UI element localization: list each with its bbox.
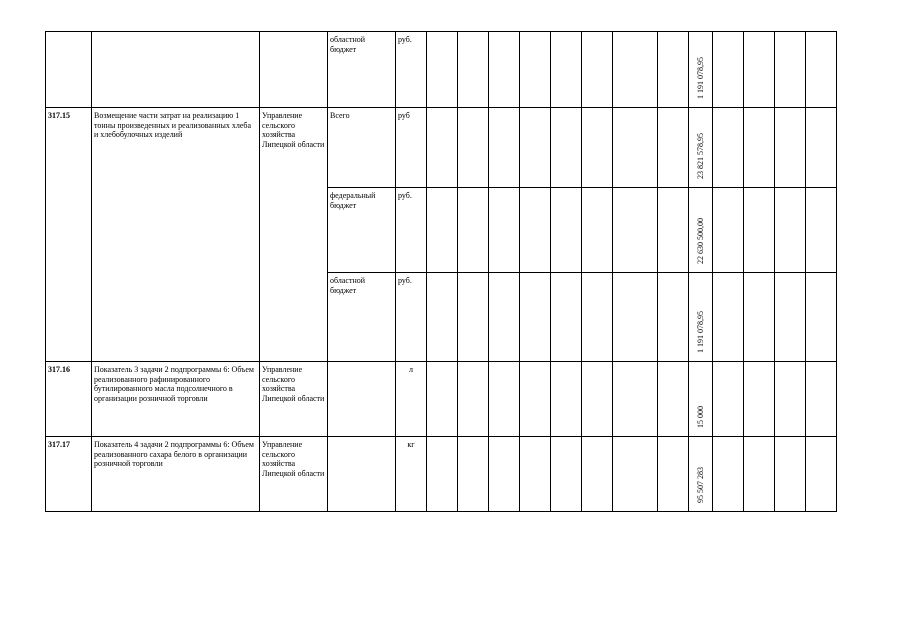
table-row — [46, 362, 837, 437]
value-text: 23 821 578,95 — [695, 132, 705, 179]
table-row — [46, 32, 837, 108]
empty-cell — [613, 273, 658, 362]
funding-source-cell: федеральный бюджет — [328, 188, 396, 273]
empty-cell — [613, 32, 658, 108]
value-text: 1 191 078,95 — [695, 310, 705, 353]
empty-cell — [551, 188, 582, 273]
empty-cell — [713, 437, 744, 512]
empty-cell — [489, 273, 520, 362]
row-number-cell — [46, 32, 92, 108]
empty-cell — [613, 108, 658, 188]
empty-cell — [520, 32, 551, 108]
empty-cell — [744, 437, 775, 512]
value-cell — [689, 108, 713, 188]
empty-cell — [458, 437, 489, 512]
empty-cell — [520, 188, 551, 273]
unit-cell: руб. — [396, 188, 427, 273]
empty-cell — [806, 362, 837, 437]
empty-cell — [658, 32, 689, 108]
funding-source-cell — [328, 437, 396, 512]
budget-table — [45, 31, 837, 512]
row-executor-cell: Управление сельского хозяйства Липецкой области — [260, 437, 328, 512]
empty-cell — [551, 32, 582, 108]
row-name-cell: Показатель 4 задачи 2 подпрограммы 6: Объем реализованного сахара белого в организации розничной торговли — [92, 437, 260, 512]
empty-cell — [713, 188, 744, 273]
empty-cell — [582, 362, 613, 437]
empty-cell — [427, 188, 458, 273]
empty-cell — [582, 108, 613, 188]
empty-cell — [775, 108, 806, 188]
row-number-cell: 317.16 — [46, 362, 92, 437]
empty-cell — [658, 362, 689, 437]
empty-cell — [582, 273, 613, 362]
empty-cell — [582, 188, 613, 273]
row-name-cell — [92, 32, 260, 108]
empty-cell — [551, 362, 582, 437]
empty-cell — [582, 32, 613, 108]
empty-cell — [713, 108, 744, 188]
empty-cell — [458, 188, 489, 273]
value-text: 1 191 078,95 — [695, 56, 705, 99]
row-executor-cell: Управление сельского хозяйства Липецкой области — [260, 362, 328, 437]
empty-cell — [520, 108, 551, 188]
empty-cell — [744, 273, 775, 362]
empty-cell — [775, 188, 806, 273]
empty-cell — [551, 437, 582, 512]
empty-cell — [427, 32, 458, 108]
empty-cell — [489, 362, 520, 437]
empty-cell — [427, 362, 458, 437]
empty-cell — [658, 273, 689, 362]
value-cell — [689, 437, 713, 512]
empty-cell — [744, 188, 775, 273]
empty-cell — [806, 273, 837, 362]
empty-cell — [613, 437, 658, 512]
empty-cell — [744, 108, 775, 188]
value-text: 95 507 283 — [695, 466, 705, 503]
empty-cell — [744, 32, 775, 108]
empty-cell — [520, 362, 551, 437]
unit-cell: руб. — [396, 273, 427, 362]
empty-cell — [427, 437, 458, 512]
table-row — [46, 437, 837, 512]
empty-cell — [613, 362, 658, 437]
empty-cell — [489, 437, 520, 512]
funding-source-cell: областной бюджет — [328, 273, 396, 362]
empty-cell — [489, 32, 520, 108]
empty-cell — [613, 188, 658, 273]
row-executor-cell — [260, 32, 328, 108]
value-text: 15 000 — [695, 405, 705, 428]
empty-cell — [458, 362, 489, 437]
empty-cell — [551, 273, 582, 362]
empty-cell — [775, 32, 806, 108]
empty-cell — [806, 188, 837, 273]
empty-cell — [582, 437, 613, 512]
funding-source-cell: Всего — [328, 108, 396, 188]
empty-cell — [806, 437, 837, 512]
empty-cell — [806, 32, 837, 108]
funding-source-cell: областной бюджет — [328, 32, 396, 108]
empty-cell — [658, 108, 689, 188]
value-cell — [689, 362, 713, 437]
value-cell — [689, 32, 713, 108]
empty-cell — [520, 273, 551, 362]
empty-cell — [458, 32, 489, 108]
empty-cell — [489, 188, 520, 273]
row-executor-cell: Управление сельского хозяйства Липецкой области — [260, 108, 328, 362]
value-cell — [689, 273, 713, 362]
row-number-cell: 317.17 — [46, 437, 92, 512]
row-number-cell: 317.15 — [46, 108, 92, 362]
empty-cell — [713, 32, 744, 108]
empty-cell — [489, 108, 520, 188]
unit-cell: руб — [396, 108, 427, 188]
empty-cell — [806, 108, 837, 188]
empty-cell — [427, 273, 458, 362]
row-name-cell: Показатель 3 задачи 2 подпрограммы 6: Объем реализованного рафинированного бутилированного масла подсолнечного в организации розничной торговли — [92, 362, 260, 437]
value-cell — [689, 188, 713, 273]
empty-cell — [520, 437, 551, 512]
empty-cell — [658, 437, 689, 512]
empty-cell — [458, 108, 489, 188]
empty-cell — [658, 188, 689, 273]
value-text: 22 630 500,00 — [695, 217, 705, 264]
empty-cell — [775, 437, 806, 512]
empty-cell — [744, 362, 775, 437]
row-name-cell: Возмещение части затрат на реализацию 1 тонны произведенных и реализованных хлеба и хлебобулочных изделий — [92, 108, 260, 362]
empty-cell — [775, 273, 806, 362]
funding-source-cell — [328, 362, 396, 437]
empty-cell — [458, 273, 489, 362]
empty-cell — [713, 273, 744, 362]
unit-cell: л — [396, 362, 427, 437]
table-row — [46, 108, 837, 188]
empty-cell — [713, 362, 744, 437]
empty-cell — [551, 108, 582, 188]
unit-cell: кг — [396, 437, 427, 512]
empty-cell — [427, 108, 458, 188]
empty-cell — [775, 362, 806, 437]
unit-cell: руб. — [396, 32, 427, 108]
